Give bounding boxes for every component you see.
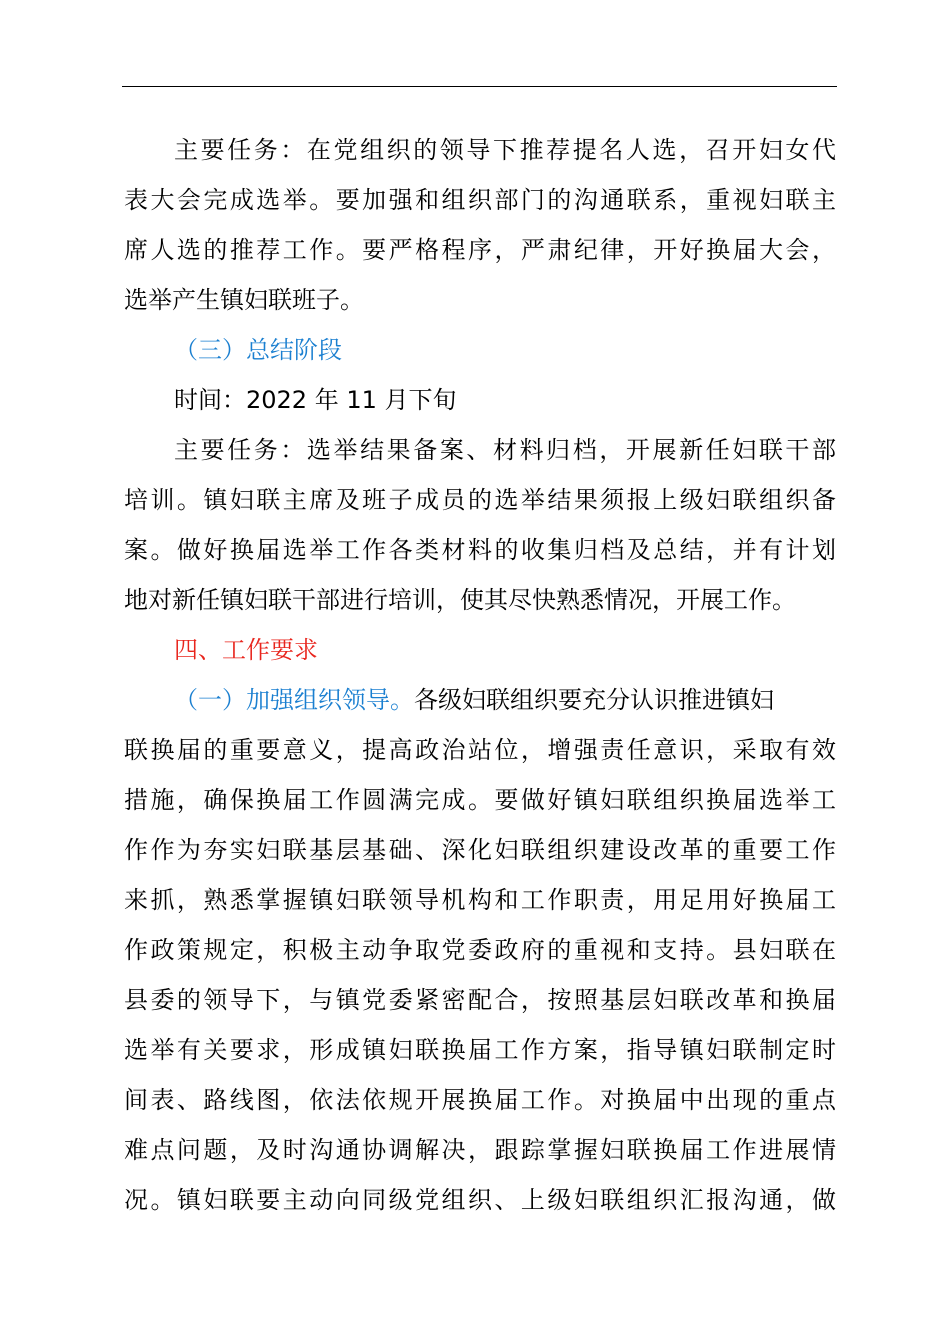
text-line: 作作为夯实妇联基层基础、深化妇联组织建设改革的重要工作 (124, 836, 836, 864)
subheading-strengthen-leadership: （一）加强组织领导。 (174, 686, 414, 714)
text-line: 县委的领导下，与镇党委紧密配合，按照基层妇联改革和换届 (124, 986, 836, 1014)
text-line: 案。做好换届选举工作各类材料的收集归档及总结，并有计划 (124, 536, 836, 564)
text-line: 地对新任镇妇联干部进行培训，使其尽快熟悉情况，开展工作。 (124, 586, 796, 614)
section-heading-summary-stage: （三）总结阶段 (174, 336, 342, 364)
paragraph-main-tasks-election (124, 125, 836, 325)
text-line: 措施，确保换届工作圆满完成。要做好镇妇联组织换届选举工 (124, 786, 836, 814)
document-body (124, 125, 836, 1225)
paragraph-main-tasks-summary (124, 425, 836, 625)
text-run: 各级妇联组织要充分认识推进镇妇 (414, 686, 774, 714)
section-heading-work-requirements: 四、工作要求 (174, 636, 318, 664)
header-rule (122, 86, 837, 87)
text-line: 培训。镇妇联主席及班子成员的选举结果须报上级妇联组织备 (124, 486, 836, 514)
text-line: 席人选的推荐工作。要严格程序，严肃纪律，开好换届大会， (124, 236, 836, 264)
text-line: 主要任务：选举结果备案、材料归档，开展新任妇联干部 (174, 436, 836, 464)
text-line: 间表、路线图，依法依规开展换届工作。对换届中出现的重点 (124, 1086, 836, 1114)
text-line: 表大会完成选举。要加强和组织部门的沟通联系，重视妇联主 (124, 186, 836, 214)
text-line: 难点问题，及时沟通协调解决，跟踪掌握妇联换届工作进展情 (124, 1136, 836, 1164)
text-line: 来抓，熟悉掌握镇妇联领导机构和工作职责，用足用好换届工 (124, 886, 836, 914)
paragraph-strengthen-leadership (124, 675, 836, 1225)
text-line (124, 675, 836, 725)
text-line: 选举有关要求，形成镇妇联换届工作方案，指导镇妇联制定时 (124, 1036, 836, 1064)
text-line: 选举产生镇妇联班子。 (124, 286, 364, 314)
text-line: 况。镇妇联要主动向同级党组织、上级妇联组织汇报沟通，做 (124, 1186, 836, 1214)
text-line: 联换届的重要意义，提高政治站位，增强责任意识，采取有效 (124, 736, 836, 764)
time-line: 时间：2022 年 11 月下旬 (174, 386, 457, 414)
text-line: 主要任务：在党组织的领导下推荐提名人选，召开妇女代 (174, 136, 836, 164)
text-line: 作政策规定，积极主动争取党委政府的重视和支持。县妇联在 (124, 936, 836, 964)
